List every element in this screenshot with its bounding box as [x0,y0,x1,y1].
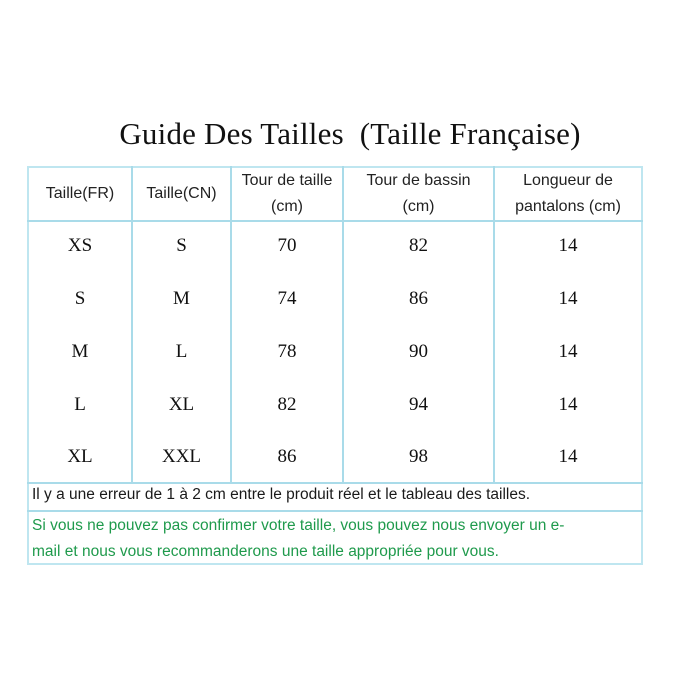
table-cell: 14 [558,446,578,467]
table-cell: 98 [409,446,428,467]
table-cell: 74 [277,288,297,309]
contact-note-line-1: Si vous ne pouvez pas confirmer votre taille, vous pouvez nous envoyer un e- [32,517,565,534]
table-cell: 94 [409,394,428,415]
table-cell: 86 [277,446,297,467]
table-cell: 90 [409,341,428,362]
table-cell: 78 [277,341,297,362]
header-taille-fr: Taille(FR) [45,185,115,202]
table-cell: XL [67,446,93,467]
header-longueur-pantalons: Longueur de pantalons (cm) [515,172,621,215]
table-cell: S [176,235,187,256]
table-cell: 14 [558,235,578,256]
table-cell: 14 [558,288,578,309]
table-cell: XS [67,235,93,256]
header-tour-de-taille: Tour de taille (cm) [241,172,333,215]
table-cell: 82 [409,235,428,256]
table-cell: M [71,341,89,362]
page-title: Guide Des Tailles (Taille Française) [119,116,581,151]
header-taille-cn: Taille(CN) [146,185,217,202]
table-cell: 14 [558,341,578,362]
table-cell: 70 [277,235,297,256]
header-tour-de-bassin: Tour de bassin (cm) [366,172,471,215]
table-cell: XL [168,394,195,415]
grid-line [27,482,643,484]
error-note: Il y a une erreur de 1 à 2 cm entre le produit réel et le tableau des tailles. [32,486,531,503]
table-cell: L [74,394,86,415]
table-cell: XXL [161,446,202,467]
table-cell: 14 [558,394,578,415]
contact-note-line-2: mail et nous vous recommanderons une taille appropriée pour vous. [32,543,499,560]
table-cell: S [74,288,86,309]
table-cell: 82 [277,394,297,415]
table-cell: L [175,341,188,362]
table-cell: 86 [409,288,428,309]
table-cell: M [173,288,190,309]
